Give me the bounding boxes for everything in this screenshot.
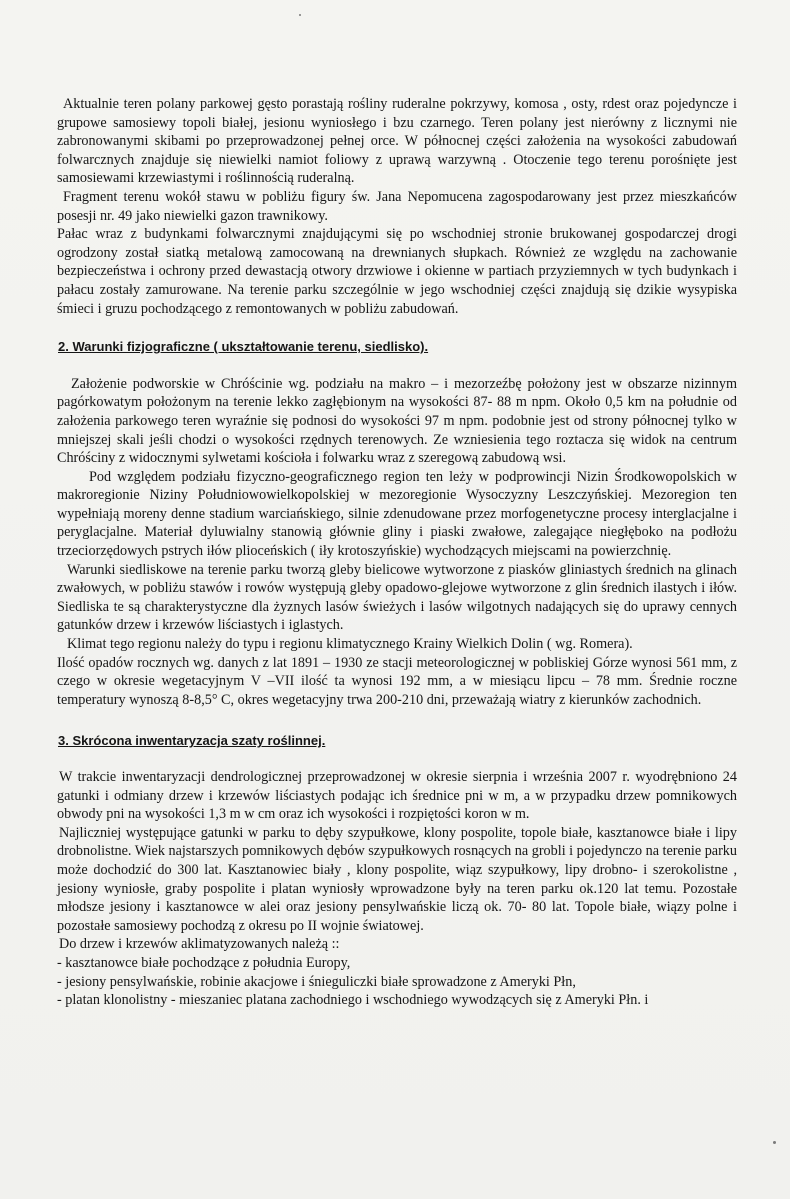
list-item: - jesiony pensylwańskie, robinie akacjowe i śnieguliczki białe sprowadzone z Ameryki Płn, [57, 973, 576, 990]
list-item: - platan klonolistny - mieszaniec platana zachodniego i wschodniego wywodzących się z Ameryki Płn. i [57, 992, 649, 1009]
paragraph-inwentaryzacja: W trakcie inwentaryzacji dendrologicznej przeprowadzonej w okresie sierpnia i września 2007 r. wyodrębniono 24 gatunki i odmiany drzew i krzewów liściastych podając ich średnice pni w m, a w przypadku drzew pomnikowych obwody pni na wysokości 1,3 m w cm oraz ich wysokości i rozpiętości koron w m. [57, 769, 737, 823]
scan-speck [299, 14, 301, 16]
paragraph-intro-polana: Aktualnie teren polany parkowej gęsto porastają rośliny ruderalne pokrzywy, komosa , osty, rdest oraz pojedyncze i grupowe samosiewy topoli białej, jesionu wyniosłego i bzu czarnego. Teren polany jest nierówny z licznymi nie zabronowanymi skibami po przeprowadzonej pełnej orce. W północnej części założenia na wysokości zabudowań folwarcznych znajduje się niewielki namiot foliowy z uprawą warzywną . Otoczenie tego terenu porośnięte jest samosiewami krzewiastymi i roślinnością ruderalną. [57, 96, 737, 187]
scan-speck [773, 1141, 776, 1144]
document-text [57, 95, 737, 1010]
paragraph-zalozenie: Założenie podworskie w Chróścinie wg. podziału na makro – i mezorzeźbę położony jest w obszarze nizinnym pagórkowatym położonym na terenie lekko zagłębionym na wysokości 87- 88 m npm. Około 0,5 km na południe od założenia parkowego teren wyraźnie się podnosi do wysokości 97 m npm. podobnie jest od strony północnej tylko w mniejszej skali jeśli chodzi o wysokości rzędnych terenowych. Ze wzniesienia tego roztacza się widok na centrum Chróściny z widocznymi sylwetami kościoła i folwarku wraz z szeregową zabudową wsi. [57, 375, 737, 467]
paragraph-siedlisko: Warunki siedliskowe na terenie parku tworzą gleby bielicowe wytworzone z piasków gliniastych średnich na glinach zwałowych, w pobliżu stawów i rowów występują gleby opadowo-glejowe wytworzone z glin średnich ilastych i iłów. Siedliska te są charakterystyczne dla żyznych lasów świeżych i lasów wilgotnych nadających się do uprawy cennych gatunków drzew i krzewów liściastych i iglastych. [57, 561, 737, 634]
paragraph-opady: Ilość opadów rocznych wg. danych z lat 1891 – 1930 ze stacji meteorologicznej w pobliskiej Górze wynosi 561 mm, z czego w okresie wegetacyjnym V –VII ilość ta wynosi 192 mm, a w miesiącu lipcu – 78 mm. Średnie roczne temperatury wynoszą 8-8,5° C, okres wegetacyjny trwa 200-210 dni, przeważają wiatry z kierunków zachodnich. [57, 654, 737, 708]
paragraph-klimat: Klimat tego regionu należy do typu i regionu klimatycznego Krainy Wielkich Dolin ( wg. Romera). [67, 636, 633, 653]
paragraph-aklimatyzowane: Do drzew i krzewów aklimatyzowanych należą :: [59, 936, 340, 953]
paragraph-intro-palac: Pałac wraz z budynkami folwarcznymi znajdującymi się po wschodniej stronie brukowanej gospodarczej drogi ogrodzony został siatką metalową zamocowaną na drewnianych słupkach. Również ze względu na zachowanie bezpieczeństwa i ochrony przed dewastacją otwory drzwiowe i okienne w partiach przyziemnych w tych budynkach i pałacu zostały zamurowane. Na terenie parku szczególnie w jego wschodniej części znajdują się dzikie wysypiska śmieci i gruzu pochodzącego z remontowanych w pobliżu zabudowań. [57, 226, 737, 317]
paragraph-gatunki: Najliczniej występujące gatunki w parku to dęby szypułkowe, klony pospolite, topole białe, kasztanowce białe i lipy drobnolistne. Wiek najstarszych pomnikowych dębów szypułkowych rosnących na grobli i pojedynczo na terenie parku może dochodzić do 300 lat. Kasztanowiec biały , klony pospolite, wiąz szypułkowy, lipy drobno- i szerokolistne , jesiony wyniosłe, graby pospolite i platan wyniosły wprowadzone były na teren parku ok.120 lat temu. Pozostałe młodsze jesiony i kasztanowce w alei oraz jesiony pensylwańskie liczą ok. 70- 80 lat. Topole białe, wiązy polne i pozostałe samosiewy pochodzą z okresu po II wojnie światowej. [57, 824, 737, 934]
section-heading-inwentaryzacja: 3. Skrócona inwentaryzacja szaty roślinnej. [58, 733, 326, 749]
list-item: - kasztanowce białe pochodzące z południa Europy, [57, 954, 351, 971]
paragraph-intro-staw: Fragment terenu wokół stawu w pobliżu figury św. Jana Nepomucena zagospodarowany jest przez mieszkańców posesji nr. 49 jako niewielki gazon trawnikowy. [57, 188, 737, 224]
paragraph-region: Pod względem podziału fizyczno-geograficznego region ten leży w podprowincji Nizin Środkowopolskich w makroregionie Niziny Południowowielkopolskiej w mezoregionie Wysoczyzny Leszczyńskiej. Mezoregion ten wypełniają moreny denne stadium warciańskiego, silnie zdenudowane przez morfogenetyczne procesy interglacjalne i peryglacjalne. Materiał dyluwialny stanowią głównie gliny i piaski zwałowe, zalegające niegłęboko na podłożu trzeciorzędowych pstrych iłów plioceńskich ( iły krotoszyńskie) wychodzących miejscami na powierzchnię. [57, 468, 737, 560]
section-heading-fizjografia: 2. Warunki fizjograficzne ( ukształtowanie terenu, siedlisko). [58, 339, 429, 355]
